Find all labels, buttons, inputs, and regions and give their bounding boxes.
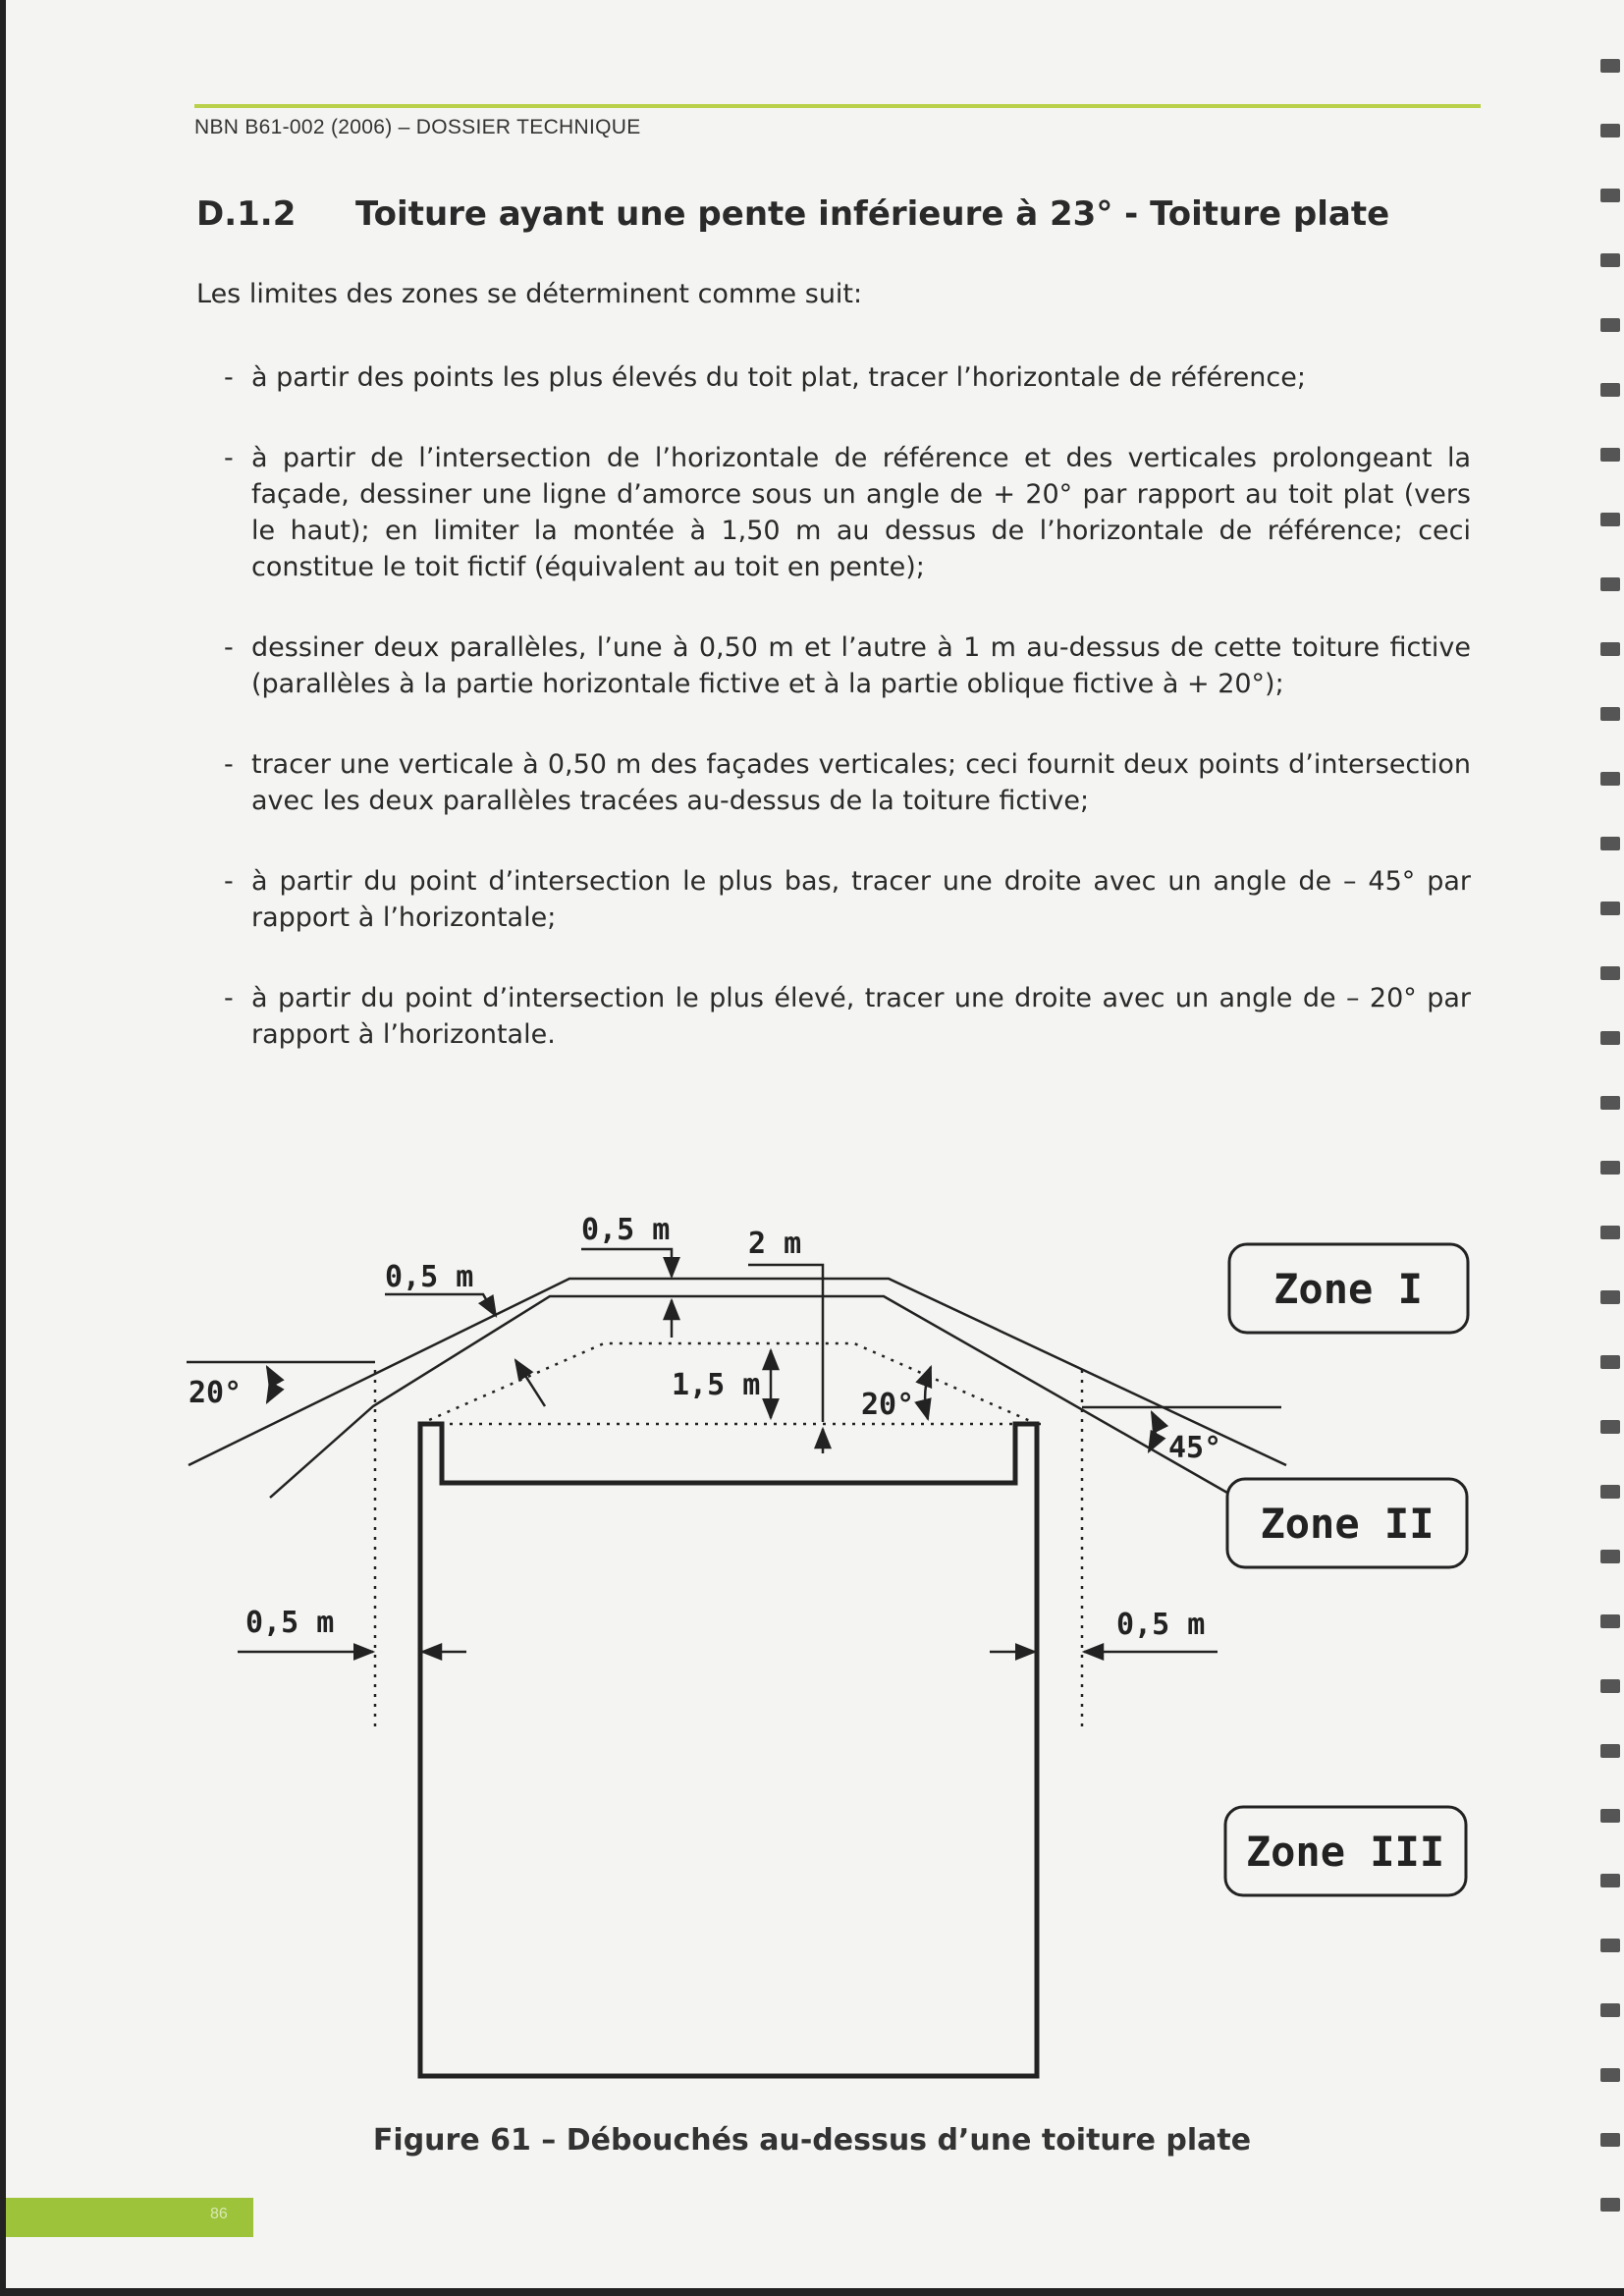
inner-angle-label: 20°	[861, 1388, 915, 1422]
left-angle-label: 20°	[189, 1376, 243, 1410]
list-item: - tracer une verticale à 0,50 m des façades verticales; ceci fournit deux points d’intersection avec les deux parallèles tracées au-dessus de la toiture fictive;	[224, 746, 1471, 819]
right-distance-label: 0,5 m	[1116, 1608, 1206, 1642]
list-item: - à partir du point d’intersection le plus bas, tracer une droite avec un angle de – 45° par rapport à l’horizontale;	[224, 863, 1471, 936]
steps-list	[224, 359, 1471, 1053]
slope-offset-arrow-2	[515, 1360, 545, 1406]
list-item: - dessiner deux parallèles, l’une à 0,50 m et l’autre à 1 m au-dessus de cette toiture fictive (parallèles à la partie horizontale fictive et à la partie oblique fictive à + 20°);	[224, 629, 1471, 702]
top-offset-label: 0,5 m	[581, 1213, 671, 1247]
spiral-binding	[1595, 39, 1624, 2259]
page-number: 86	[210, 2206, 228, 2222]
top-offset-leader	[581, 1249, 672, 1277]
zone-3-label: Zone III	[1245, 1828, 1445, 1876]
figure-caption: Figure 61 – Débouchés au-dessus d’une toiture plate	[372, 2123, 1252, 2158]
list-item: - à partir des points les plus élevés du toit plat, tracer l’horizontale de référence;	[224, 359, 1471, 396]
zone-1-label: Zone I	[1273, 1265, 1423, 1313]
intro-text: Les limites des zones se déterminent comme suit:	[196, 279, 863, 309]
roof-diagram	[0, 1159, 1624, 2121]
page-bottom-edge	[0, 2288, 1624, 2296]
right-angle-arc	[1149, 1412, 1156, 1451]
header-rule	[194, 104, 1481, 108]
list-item: - à partir de l’intersection de l’horizontale de référence et des verticales prolongeant la façade, dessiner une ligne d’amorce sous un angle de + 20° par rapport au toit plat (vers le haut); en limiter la montée à 1,50 m au dessus de l’horizontale de référence; ceci constitue le toit fictif (équivalent au toit en pente);	[224, 440, 1471, 585]
section-number: D.1.2	[196, 194, 297, 234]
total-height-leader	[748, 1265, 823, 1321]
left-distance-label: 0,5 m	[245, 1606, 335, 1640]
left-angle-arc	[267, 1367, 272, 1402]
running-header: NBN B61-002 (2006) – DOSSIER TECHNIQUE	[194, 116, 641, 138]
right-angle-label: 45°	[1168, 1431, 1222, 1465]
inner-angle-arc	[925, 1367, 931, 1419]
slope-offset-leader	[385, 1294, 496, 1316]
building-outline	[420, 1424, 1037, 2076]
zone-2-label: Zone II	[1260, 1500, 1435, 1548]
slope-offset-label: 0,5 m	[385, 1260, 474, 1294]
total-height-label: 2 m	[748, 1227, 802, 1261]
section-title: Toiture ayant une pente inférieure à 23° - Toiture plate	[355, 194, 1390, 234]
list-item: - à partir du point d’intersection le plus élevé, tracer une droite avec un angle de – 20° par rapport à l’horizontale.	[224, 980, 1471, 1053]
fictive-rise-label: 1,5 m	[672, 1368, 761, 1402]
